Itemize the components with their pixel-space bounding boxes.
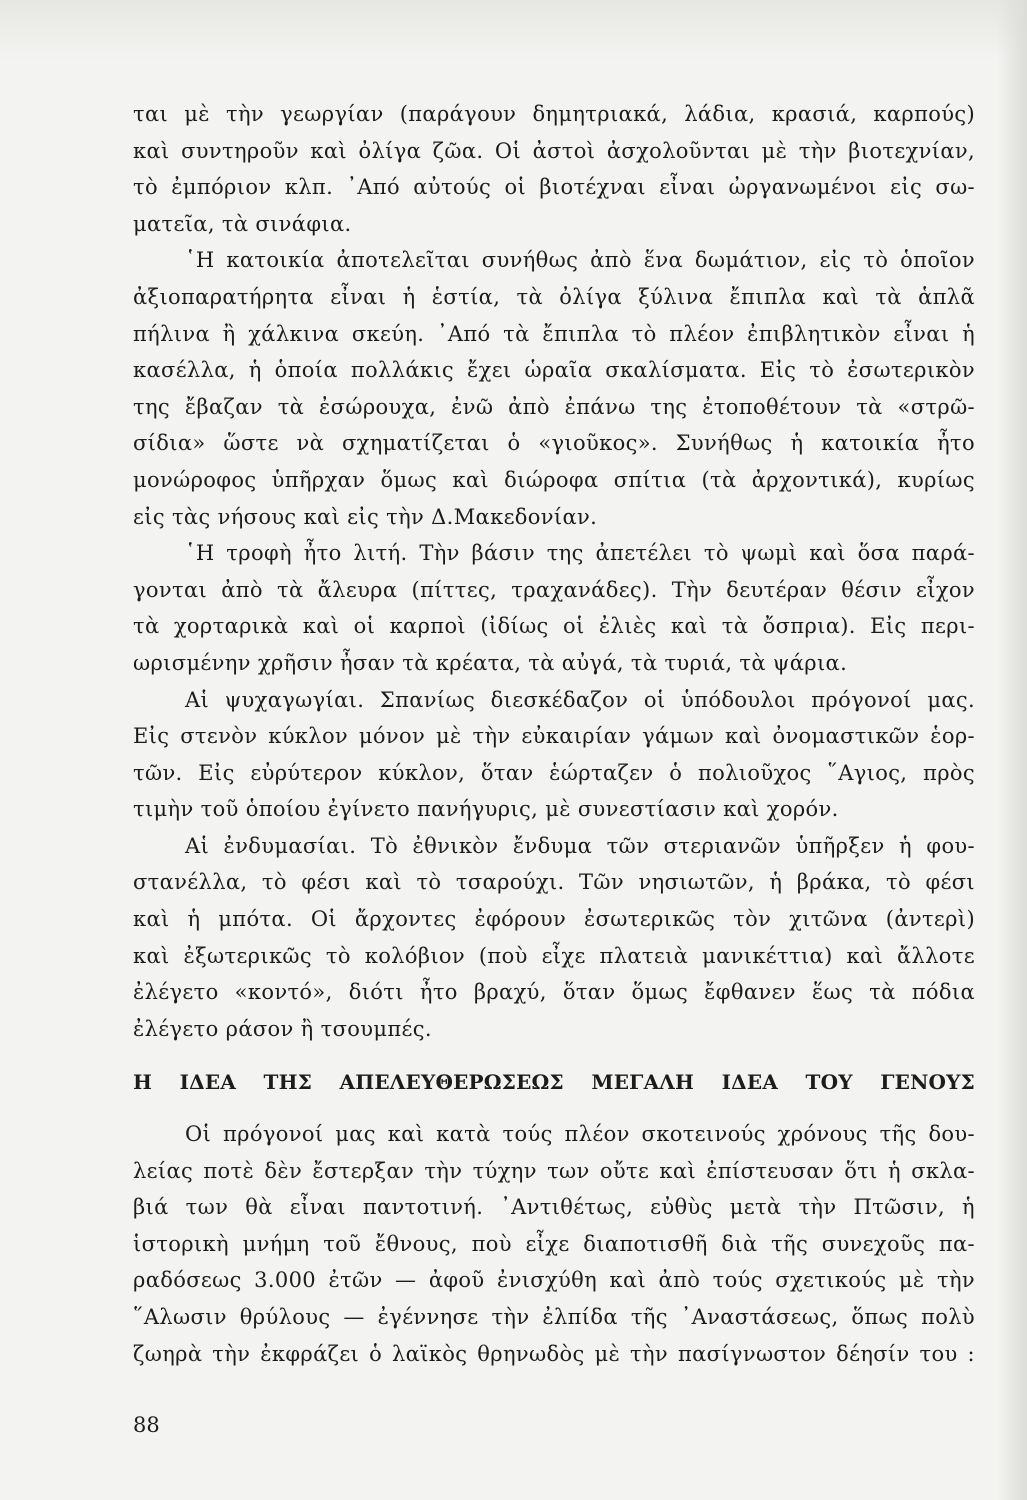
text-line: τὸ ἐμπόριον κλπ. ᾿Από αὐτούς οἱ βιοτέχναι εἶναι ὠργανωμένοι εἰς σω- bbox=[133, 175, 975, 200]
page-top-shadow bbox=[0, 0, 1027, 60]
text-line: καὶ συντηροῦν καὶ ὀλίγα ζῶα. Οἱ ἀστοὶ ἀσχολοῦνται μὲ τὴν βιοτεχνίαν, bbox=[133, 138, 975, 163]
section-heading: Η ΙΔΕΑ ΤΗΣ ΑΠΕΛΕΥΘΕΡΩΣΕΩΣ ΜΕΓΑΛΗ ΙΔΕΑ ΤΟΥ ΓΕΝΟΥΣ bbox=[133, 1070, 975, 1094]
text-line: βιά των θὰ εἶναι παντοτινή. ᾿Αντιθέτως, εὐθὺς μετὰ τὴν Πτῶσιν, ἡ bbox=[133, 1195, 975, 1220]
text-line: τὰ χορταρικὰ καὶ οἱ καρποὶ (ἰδίως οἱ ἐλιὲς καὶ τὰ ὄσπρια). Εἰς περι- bbox=[133, 614, 975, 639]
text-line: σίδια» ὥστε νὰ σχηματίζεται ὁ «γιοῦκος». Συνήθως ἡ κατοικία ἦτο bbox=[133, 431, 975, 456]
body-text bbox=[133, 96, 975, 1047]
text-line: ἐλέγετο «κοντό», διότι ἦτο βραχύ, ὅταν ὅμως ἔφθανεν ἕως τὰ πόδια bbox=[133, 980, 975, 1005]
text-line: τῶν. Εἰς εὐρύτερον κύκλον, ὅταν ἑώρταζεν ὁ πολιοῦχος ῞Αγιος, πρὸς bbox=[133, 760, 975, 785]
text-line: εἰς τὰς νήσους καὶ εἰς τὴν Δ.Μακεδονίαν. bbox=[133, 504, 598, 529]
text-line: ται μὲ τὴν γεωργίαν (παράγουν δημητριακά, λάδια, κρασιά, καρπούς) bbox=[133, 102, 975, 126]
text-line: τιμὴν τοῦ ὁποίου ἐγίνετο πανήγυρις, μὲ συνεστίασιν καὶ χορόν. bbox=[133, 797, 839, 822]
text-line: Οἱ πρόγονοί μας καὶ κατὰ τούς πλέον σκοτεινούς χρόνους τῆς δου- bbox=[185, 1122, 975, 1146]
text-line: λείας ποτὲ δὲν ἔστερξαν τὴν τύχην των οὔτε καὶ ἐπίστευσαν ὅτι ἡ σκλα- bbox=[133, 1158, 975, 1183]
text-line: της ἔβαζαν τὰ ἐσώρουχα, ἐνῶ ἀπὸ ἐπάνω της ἐτοποθέτουν τὰ «στρῶ- bbox=[133, 394, 975, 419]
text-line: ωρισμένην χρῆσιν ἦσαν τὰ κρέατα, τὰ αὐγά, τὰ τυριά, τὰ ψάρια. bbox=[133, 650, 848, 675]
text-line: πήλινα ἢ χάλκινα σκεύη. ᾿Από τὰ ἔπιπλα τὸ πλέον ἐπιβλητικὸν εἶναι ἡ bbox=[133, 321, 975, 346]
text-line: γονται ἀπὸ τὰ ἄλευρα (πίττες, τραχανάδες). Τὴν δευτέραν θέσιν εἶχον bbox=[133, 577, 975, 602]
text-line: ῾Η τροφὴ ἦτο λιτή. Τὴν βάσιν της ἀπετέλει τὸ ψωμὶ καὶ ὅσα παρά- bbox=[185, 541, 975, 566]
page-edge bbox=[997, 0, 1027, 1500]
page-number: 88 bbox=[133, 1413, 160, 1437]
text-line: ζωηρὰ τὴν ἐκφράζει ὁ λαϊκὸς θρηνωδὸς μὲ τὴν πασίγνωστον δέησίν του : bbox=[133, 1341, 975, 1366]
text-line: ἐλέγετο ράσον ἢ τσουμπές. bbox=[133, 1016, 432, 1041]
text-line: καὶ ἐξωτερικῶς τὸ κολόβιον (ποὺ εἶχε πλατειὰ μανικέττια) καὶ ἄλλοτε bbox=[133, 943, 975, 968]
text-line: Αἱ ψυχαγωγίαι. Σπανίως διεσκέδαζον οἱ ὑπόδουλοι πρόγονοί μας. bbox=[185, 687, 975, 712]
text-line: ματεῖα, τὰ σινάφια. bbox=[133, 211, 352, 236]
text-line: ἱστορικὴ μνήμη τοῦ ἔθνους, ποὺ εἶχε διαποτισθῆ διὰ τῆς συνεχοῦς πα- bbox=[133, 1231, 975, 1256]
text-line: ῞Αλωσιν θρύλους — ἐγέννησε τὴν ἐλπίδα τῆς ᾿Αναστάσεως, ὅπως πολὺ bbox=[133, 1304, 975, 1329]
text-line: Εἰς στενὸν κύκλον μόνον μὲ τὴν εὐκαιρίαν γάμων καὶ ὀνομαστικῶν ἑορ- bbox=[133, 724, 975, 749]
text-line: καὶ ἡ μπότα. Οἱ ἄρχοντες ἐφόρουν ἐσωτερικῶς τὸν χιτῶνα (ἀντερὶ) bbox=[133, 907, 975, 932]
text-line: μονώροφος ὑπῆρχαν ὅμως καὶ διώροφα σπίτια (τὰ ἀρχοντικά), κυρίως bbox=[133, 467, 975, 492]
section-body-text bbox=[133, 1116, 975, 1372]
text-line: κασέλλα, ἡ ὁποία πολλάκις ἔχει ὡραῖα σκαλίσματα. Εἰς τὸ ἐσωτερικὸν bbox=[133, 358, 975, 383]
text-line: ραδόσεως 3.000 ἐτῶν — ἀφοῦ ἐνισχύθη καὶ ἀπὸ τούς σχετικούς μὲ τὴν bbox=[133, 1268, 975, 1293]
text-line: ῾Η κατοικία ἀποτελεῖται συνήθως ἀπὸ ἕνα δωμάτιον, εἰς τὸ ὁποῖον bbox=[185, 248, 975, 273]
text-line: στανέλλα, τὸ φέσι καὶ τὸ τσαρούχι. Τῶν νησιωτῶν, ἡ βράκα, τὸ φέσι bbox=[133, 870, 975, 895]
text-line: Αἱ ἐνδυμασίαι. Τὸ ἐθνικὸν ἔνδυμα τῶν στεριανῶν ὑπῆρξεν ἡ φου- bbox=[185, 833, 975, 858]
text-line: ἀξιοπαρατήρητα εἶναι ἡ ἑστία, τὰ ὀλίγα ξύλινα ἔπιπλα καὶ τὰ ἁπλᾶ bbox=[133, 284, 975, 309]
